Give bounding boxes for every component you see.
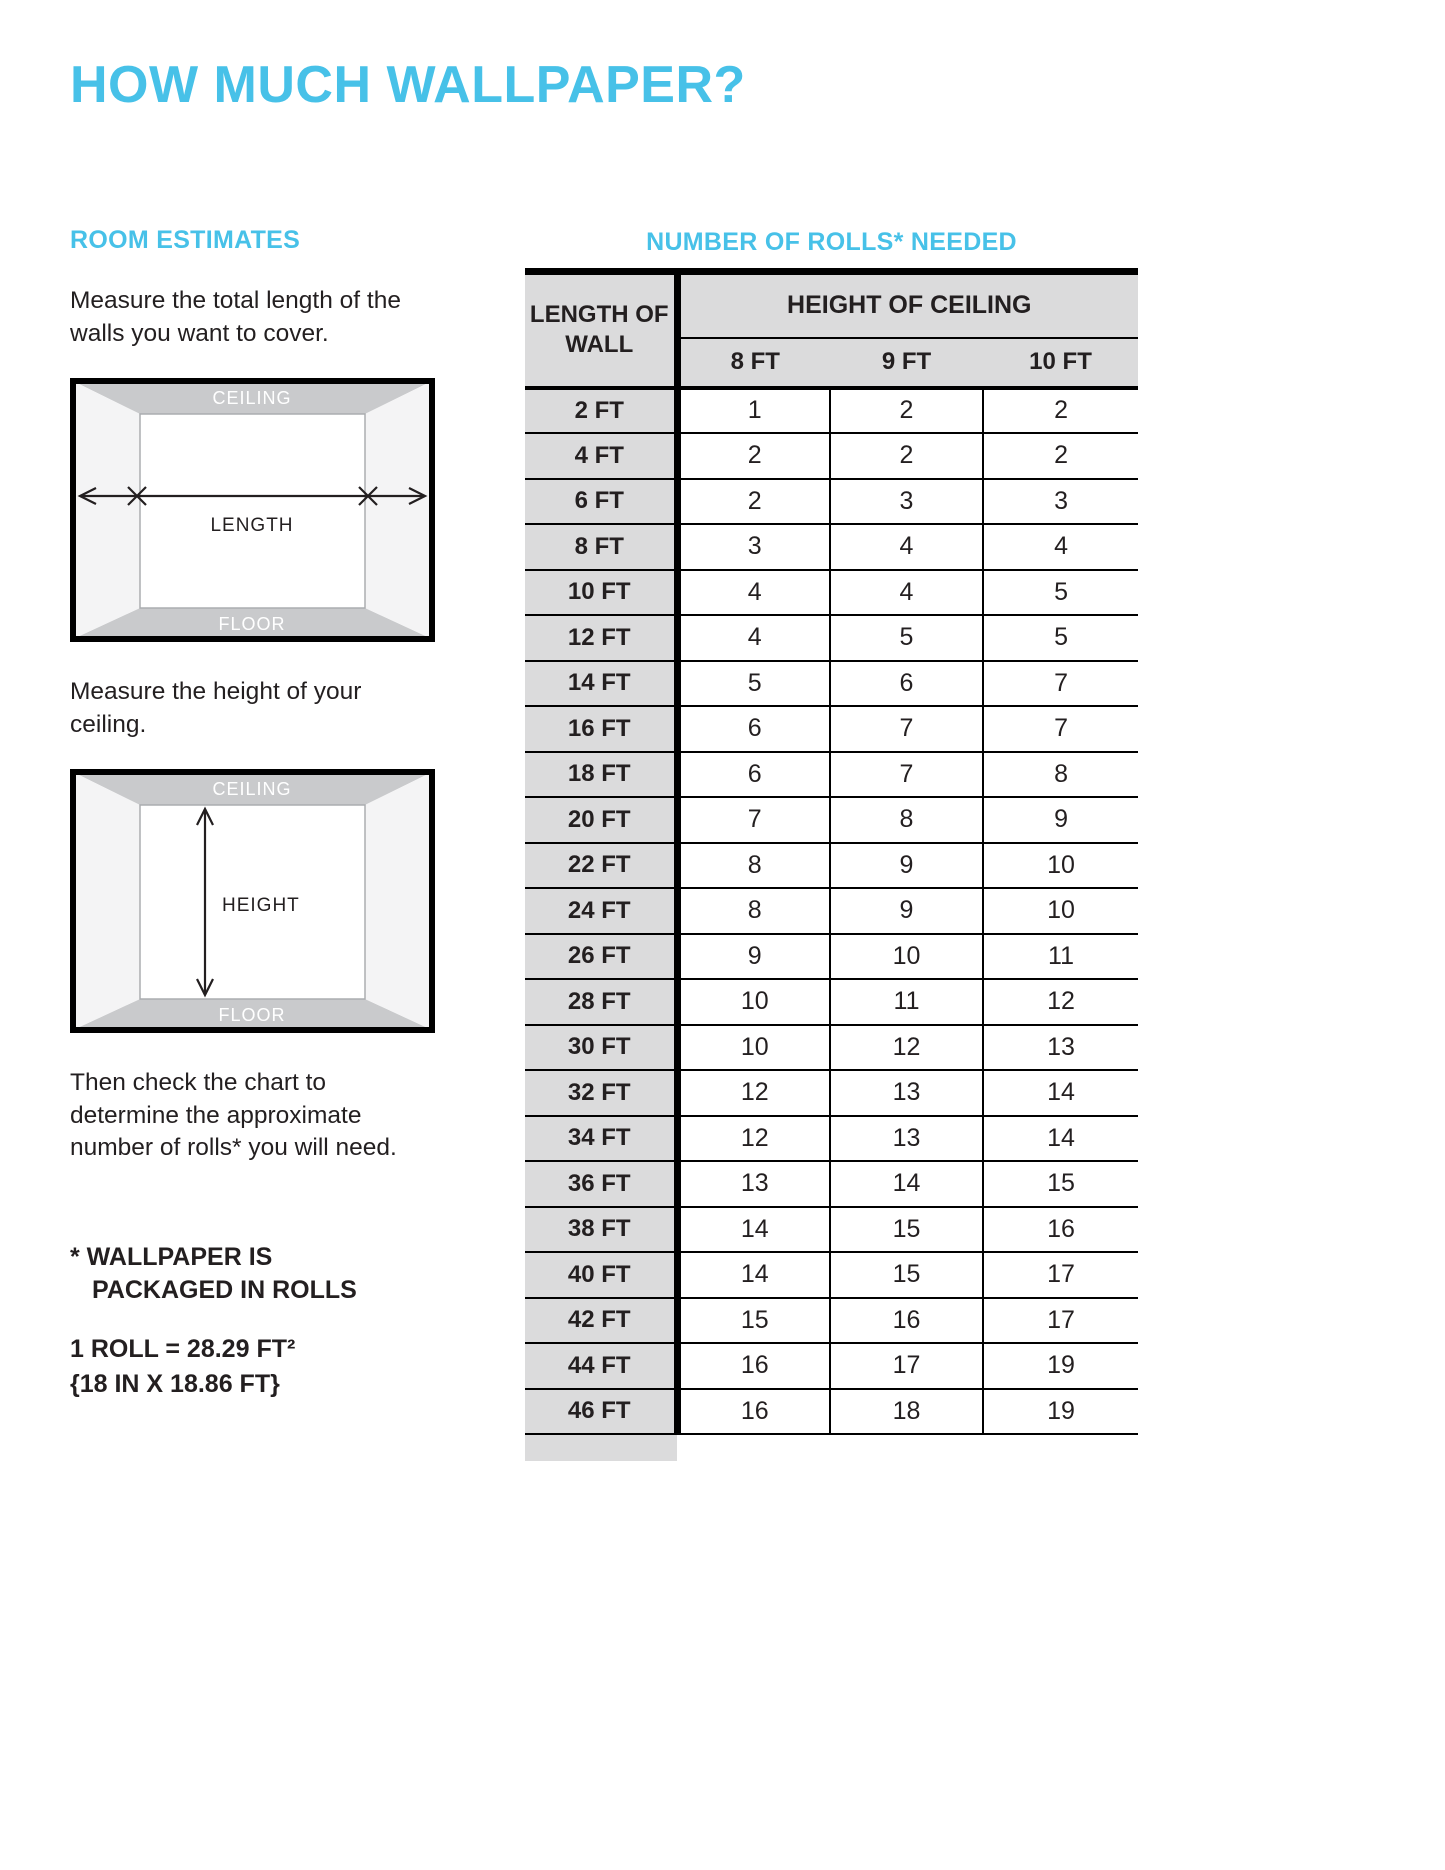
rolls-count-cell: 5: [983, 570, 1138, 616]
rolls-count-cell: 5: [983, 615, 1138, 661]
table-row: [525, 843, 1138, 889]
rolls-count-cell: 4: [677, 570, 830, 616]
wall-length-cell: 30 FT: [525, 1025, 677, 1071]
instruction-measure-height: Measure the height of your ceiling.: [70, 678, 362, 738]
rolls-count-cell: 5: [830, 615, 983, 661]
rolls-count-cell: 15: [830, 1252, 983, 1298]
room-estimates-section: [70, 226, 470, 1401]
table-row: [525, 979, 1138, 1025]
table-row: [525, 1207, 1138, 1253]
rolls-count-cell: 10: [677, 1025, 830, 1071]
footnote-line-1: * WALLPAPER IS: [70, 1243, 273, 1272]
rolls-count-cell: 14: [677, 1252, 830, 1298]
wall-length-cell: 14 FT: [525, 661, 677, 707]
rolls-count-cell: 3: [830, 479, 983, 525]
rolls-count-cell: 7: [983, 706, 1138, 752]
rolls-count-cell: 9: [830, 888, 983, 934]
wall-length-cell: 8 FT: [525, 524, 677, 570]
height-label: HEIGHT: [222, 895, 300, 917]
rolls-count-cell: 6: [830, 661, 983, 707]
rolls-count-cell: 16: [983, 1207, 1138, 1253]
rolls-count-cell: 14: [983, 1070, 1138, 1116]
table-row: [525, 524, 1138, 570]
rolls-count-cell: 17: [830, 1343, 983, 1389]
wall-length-cell: 28 FT: [525, 979, 677, 1025]
rolls-count-cell: 11: [983, 934, 1138, 980]
rolls-count-cell: 16: [830, 1298, 983, 1344]
rolls-needed-heading: NUMBER OF ROLLS* NEEDED: [646, 228, 1017, 256]
table-row: [525, 1161, 1138, 1207]
rolls-count-cell: 9: [830, 843, 983, 889]
rolls-count-cell: 16: [677, 1389, 830, 1435]
table-row: [525, 1025, 1138, 1071]
rolls-count-cell: 8: [677, 843, 830, 889]
rolls-count-cell: 13: [677, 1161, 830, 1207]
table-row: [525, 1343, 1138, 1389]
rolls-count-cell: 10: [830, 934, 983, 980]
rolls-count-cell: 6: [677, 752, 830, 798]
rolls-count-cell: 12: [677, 1116, 830, 1162]
table-row: [525, 797, 1138, 843]
rolls-count-cell: 4: [983, 524, 1138, 570]
rolls-count-cell: 9: [983, 797, 1138, 843]
rolls-count-cell: 8: [677, 888, 830, 934]
floor-label: FLOOR: [218, 614, 286, 635]
table-row: [525, 706, 1138, 752]
wall-length-cell: 16 FT: [525, 706, 677, 752]
wall-length-cell: 12 FT: [525, 615, 677, 661]
rolls-count-cell: 2: [830, 433, 983, 479]
wall-length-cell: 18 FT: [525, 752, 677, 798]
rolls-count-cell: 9: [677, 934, 830, 980]
table-row: [525, 388, 1138, 434]
rolls-count-cell: 3: [677, 524, 830, 570]
wall-length-cell: 44 FT: [525, 1343, 677, 1389]
rolls-count-cell: 11: [830, 979, 983, 1025]
table-row: [525, 888, 1138, 934]
rolls-count-cell: 10: [983, 843, 1138, 889]
rolls-count-cell: 6: [677, 706, 830, 752]
rolls-count-cell: 2: [983, 388, 1138, 434]
length-of-wall-header: LENGTH OF WALL: [525, 272, 677, 388]
floor-label: FLOOR: [218, 1005, 286, 1026]
rolls-count-cell: 2: [983, 433, 1138, 479]
back-wall: [140, 414, 365, 608]
rolls-count-cell: 2: [830, 388, 983, 434]
rolls-count-cell: 13: [830, 1116, 983, 1162]
roll-area: 1 ROLL = 28.29 FT²: [70, 1335, 296, 1364]
instruction-measure-length: Measure the total length of the walls you want to cover.: [70, 287, 401, 347]
table-row: [525, 934, 1138, 980]
height-9ft-header: 9 FT: [830, 338, 983, 388]
wallpaper-rolls-footnote: [70, 1241, 470, 1306]
rolls-count-cell: 7: [983, 661, 1138, 707]
table-row: [525, 752, 1138, 798]
room-length-diagram: [70, 378, 435, 642]
wall-length-cell: 34 FT: [525, 1116, 677, 1162]
rolls-count-cell: 13: [983, 1025, 1138, 1071]
height-8ft-header: 8 FT: [677, 338, 830, 388]
left-wall: [73, 772, 140, 1030]
rolls-count-cell: 1: [677, 388, 830, 434]
wall-length-cell: 40 FT: [525, 1252, 677, 1298]
rolls-count-cell: 15: [830, 1207, 983, 1253]
wall-length-cell: 42 FT: [525, 1298, 677, 1344]
table-row: [525, 661, 1138, 707]
rolls-count-cell: 18: [830, 1389, 983, 1435]
instruction-check-chart: Then check the chart to determine the approximate number of rolls* you will need.: [70, 1069, 397, 1162]
right-wall: [365, 381, 432, 639]
table-row: [525, 479, 1138, 525]
wall-length-cell: 6 FT: [525, 479, 677, 525]
room-estimates-heading: ROOM ESTIMATES: [70, 226, 301, 254]
wall-length-cell: 36 FT: [525, 1161, 677, 1207]
rolls-count-cell: 4: [677, 615, 830, 661]
table-row: [525, 1116, 1138, 1162]
room-height-diagram: [70, 769, 435, 1033]
table-footer-extension: [525, 1434, 1138, 1461]
footnote-line-2: PACKAGED IN ROLLS: [92, 1275, 357, 1304]
rolls-count-cell: 4: [830, 524, 983, 570]
wall-length-cell: 22 FT: [525, 843, 677, 889]
table-row: [525, 1252, 1138, 1298]
rolls-table-body: [525, 388, 1138, 1435]
height-10ft-header: 10 FT: [983, 338, 1138, 388]
rolls-count-cell: 16: [677, 1343, 830, 1389]
right-wall: [365, 772, 432, 1030]
table-row: [525, 1389, 1138, 1435]
rolls-count-cell: 14: [983, 1116, 1138, 1162]
wall-length-cell: 24 FT: [525, 888, 677, 934]
rolls-count-cell: 8: [830, 797, 983, 843]
rolls-count-cell: 7: [677, 797, 830, 843]
length-label: LENGTH: [210, 515, 294, 537]
table-row: [525, 1070, 1138, 1116]
roll-dimensions: {18 IN X 18.86 FT}: [70, 1369, 280, 1398]
page-title: HOW MUCH WALLPAPER?: [70, 56, 746, 114]
left-wall: [73, 381, 140, 639]
rolls-count-cell: 15: [983, 1161, 1138, 1207]
table-row: [525, 1298, 1138, 1344]
height-of-ceiling-header: HEIGHT OF CEILING: [677, 272, 1138, 338]
wall-length-cell: 38 FT: [525, 1207, 677, 1253]
table-header-row: [525, 272, 1138, 338]
wall-length-cell: 2 FT: [525, 388, 677, 434]
rolls-count-cell: 7: [830, 706, 983, 752]
rolls-count-cell: 17: [983, 1298, 1138, 1344]
wall-length-cell: 46 FT: [525, 1389, 677, 1435]
rolls-count-cell: 2: [677, 479, 830, 525]
rolls-table: [525, 268, 1138, 1461]
rolls-count-cell: 17: [983, 1252, 1138, 1298]
rolls-count-cell: 4: [830, 570, 983, 616]
table-row: [525, 570, 1138, 616]
rolls-count-cell: 5: [677, 661, 830, 707]
rolls-count-cell: 8: [983, 752, 1138, 798]
ceiling-label: CEILING: [212, 388, 292, 409]
rolls-count-cell: 10: [983, 888, 1138, 934]
rolls-count-cell: 19: [983, 1389, 1138, 1435]
wall-length-cell: 10 FT: [525, 570, 677, 616]
rolls-count-cell: 12: [677, 1070, 830, 1116]
rolls-count-cell: 10: [677, 979, 830, 1025]
table-row: [525, 433, 1138, 479]
rolls-count-cell: 7: [830, 752, 983, 798]
rolls-count-cell: 12: [983, 979, 1138, 1025]
rolls-count-cell: 3: [983, 479, 1138, 525]
wall-length-cell: 4 FT: [525, 433, 677, 479]
rolls-count-cell: 12: [830, 1025, 983, 1071]
rolls-count-cell: 13: [830, 1070, 983, 1116]
ceiling-label: CEILING: [212, 779, 292, 800]
rolls-count-cell: 14: [677, 1207, 830, 1253]
wall-length-cell: 32 FT: [525, 1070, 677, 1116]
gray-column-extension: [525, 1434, 677, 1461]
wall-length-cell: 20 FT: [525, 797, 677, 843]
footer-blank: [677, 1434, 1138, 1461]
rolls-count-cell: 14: [830, 1161, 983, 1207]
wall-length-cell: 26 FT: [525, 934, 677, 980]
rolls-count-cell: 19: [983, 1343, 1138, 1389]
table-row: [525, 615, 1138, 661]
rolls-count-cell: 2: [677, 433, 830, 479]
roll-size-info: [70, 1332, 470, 1401]
rolls-count-cell: 15: [677, 1298, 830, 1344]
